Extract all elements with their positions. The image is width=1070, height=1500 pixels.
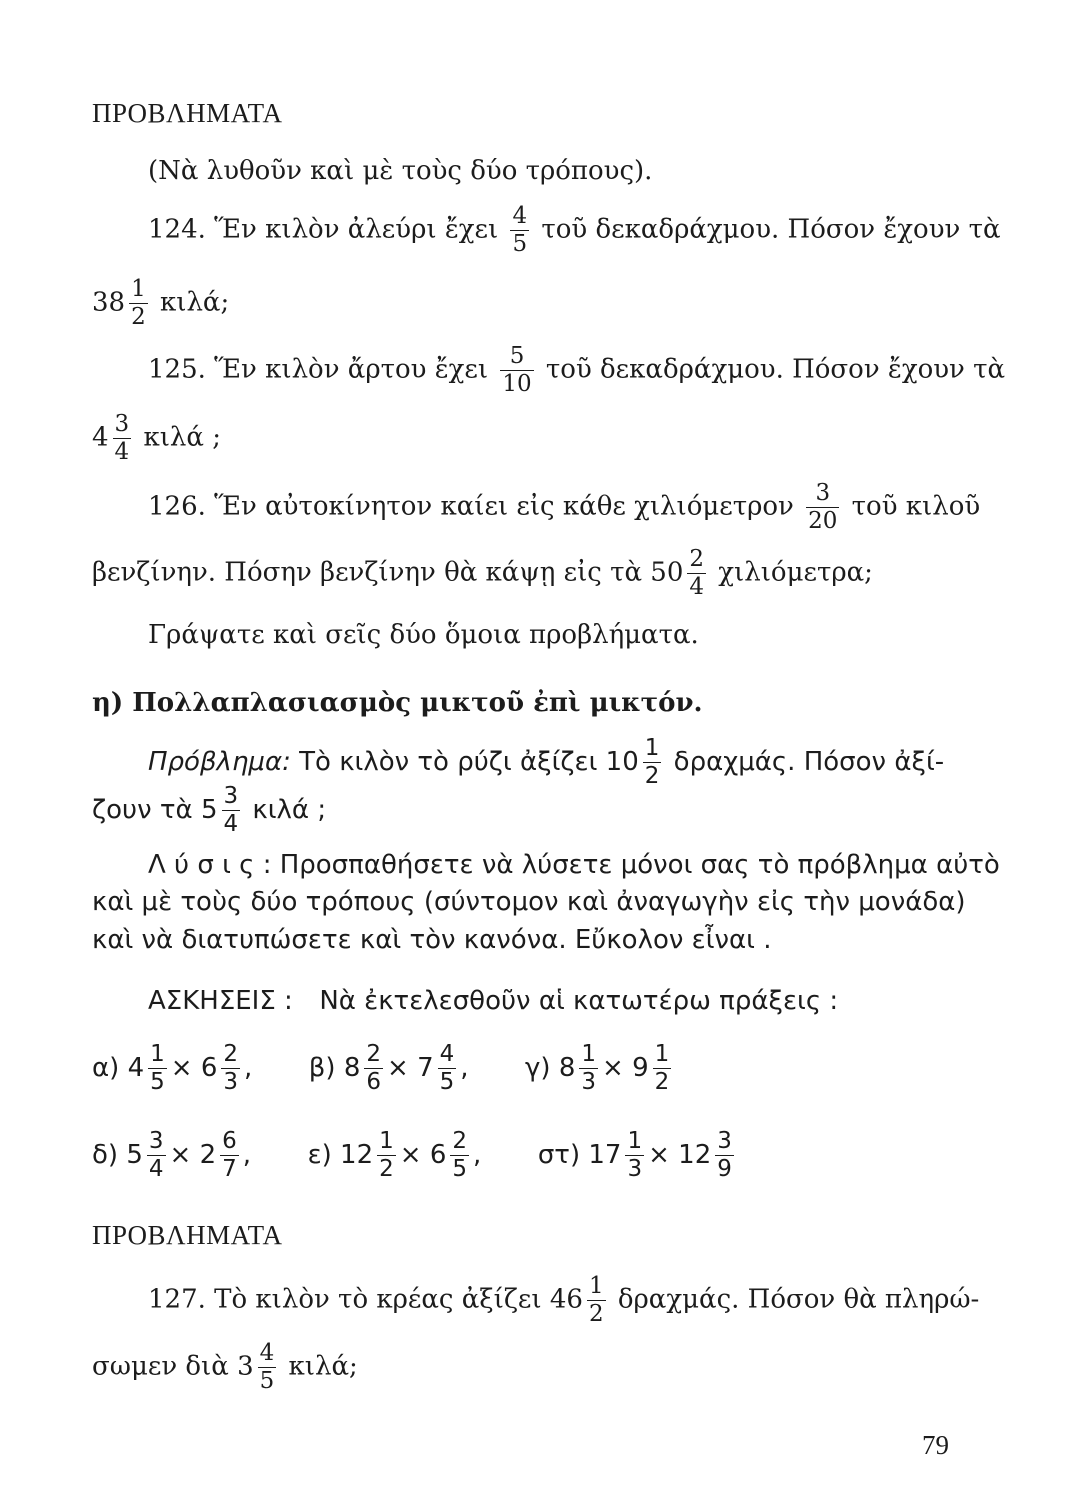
solution-line1: Λ ύ σ ι ς : Προσπαθήσετε νὰ λύσετε μόνοι σας τὸ πρόβλημα αὐτὸ: [148, 850, 1000, 880]
fraction: $\frac{4}{5}$: [259, 1340, 275, 1394]
fraction: $\frac{1}{2}$: [131, 276, 146, 330]
exercises-intro: ΑΣΚΗΣΕΙΣ : Νὰ ἐκτελεσθοῦν αἱ κατωτέρω πράξεις :: [148, 986, 839, 1016]
fraction: $\frac{1}{2}$: [588, 1273, 604, 1327]
solution-line2: καὶ μὲ τοὺς δύο τρόπους (σύντομον καὶ ἀναγωγὴν εἰς τὴν μονάδα): [92, 887, 966, 917]
section-title: ΠΡΟΒΛΗΜΑΤΑ: [92, 98, 283, 128]
instruction-text: (Νὰ λυθοῦν καὶ μὲ τοὺς δύο τρόπους).: [148, 156, 653, 186]
exercise-item: γ) 8 $\frac{1}{3}$ × 9 $\frac{1}{2}$: [525, 1041, 670, 1095]
exercise-item: δ) 5 $\frac{3}{4}$ × 2 $\frac{6}{7}$ ,: [92, 1128, 252, 1182]
problem-125-line2: 4 $\frac{3}{4}$ κιλά ;: [92, 411, 221, 465]
problem-124-line2: 38 $\frac{1}{2}$ κιλά;: [92, 276, 230, 330]
exercises-row-2: [92, 1130, 738, 1181]
problem-127-line1: 127. Τὸ κιλὸν τὸ κρέας ἀξίζει 46 $\frac{1}{2}$ δραχμάς. Πόσον θὰ πληρώ-: [148, 1273, 980, 1327]
note-text: Γράψατε καὶ σεῖς δύο ὅμοια προβλήματα.: [148, 620, 699, 650]
problem-127-line2: σωμεν διὰ 3 $\frac{4}{5}$ κιλά;: [92, 1340, 358, 1394]
exercises-row-1: [92, 1043, 675, 1094]
exercise-item: β) 8 $\frac{2}{6}$ × 7 $\frac{4}{5}$ ,: [308, 1041, 469, 1095]
fraction: $\frac{3}{4}$: [223, 783, 239, 837]
problem-126-line2: βενζίνην. Πόσην βενζίνην θὰ κάψῃ εἰς τὰ 50 $\frac{2}{4}$ χιλιόμετρα;: [92, 546, 873, 600]
section-title-2: ΠΡΟΒΛΗΜΑΤΑ: [92, 1220, 283, 1250]
problem-124-line1: 124. Ἕν κιλὸν ἀλεύρι ἔχει $\frac{4}{5}$ τοῦ δεκαδράχμου. Πόσον ἔχουν τὰ: [148, 203, 1001, 257]
problem-statement-line2: ζουν τὰ 5 $\frac{3}{4}$ κιλά ;: [92, 783, 327, 837]
fraction: $\frac{3}{4}$: [114, 411, 130, 465]
fraction: $\frac{2}{4}$: [689, 546, 705, 600]
exercise-item: στ) 17 $\frac{1}{3}$ × 12 $\frac{3}{9}$: [537, 1128, 732, 1182]
exercise-item: α) 4 $\frac{1}{5}$ × 6 $\frac{2}{3}$ ,: [92, 1041, 253, 1095]
exercise-item: ε) 12 $\frac{1}{2}$ × 6 $\frac{2}{5}$ ,: [307, 1128, 482, 1182]
solution-line3: καὶ νὰ διατυπώσετε καὶ τὸν κανόνα. Εὔκολον εἶναι .: [92, 925, 772, 955]
page-number: 79: [922, 1430, 949, 1460]
section-heading: η) Πολλαπλασιασμὸς μικτοῦ ἐπὶ μικτόν.: [92, 688, 703, 718]
solution-label: Λ ύ σ ι ς :: [148, 850, 272, 880]
problem-126-line1: 126. Ἕν αὐτοκίνητον καίει εἰς κάθε χιλιόμετρον $\frac{3}{20}$ τοῦ κιλοῦ: [148, 480, 981, 534]
problem-label: Πρόβλημα:: [148, 747, 291, 777]
fraction: $\frac{3}{20}$: [808, 480, 838, 534]
fraction: $\frac{5}{10}$: [502, 343, 532, 397]
problem-125-line1: 125. Ἕν κιλὸν ἄρτου ἔχει $\frac{5}{10}$ τοῦ δεκαδράχμου. Πόσον ἔχουν τὰ: [148, 343, 1006, 397]
exercises-label: ΑΣΚΗΣΕΙΣ :: [148, 986, 293, 1016]
fraction: $\frac{4}{5}$: [512, 203, 528, 257]
fraction: $\frac{1}{2}$: [644, 735, 660, 789]
problem-statement-line1: Πρόβλημα: Τὸ κιλὸν τὸ ρύζι ἀξίζει 10 $\frac{1}{2}$ δραχμάς. Πόσον ἀξί-: [148, 735, 945, 789]
